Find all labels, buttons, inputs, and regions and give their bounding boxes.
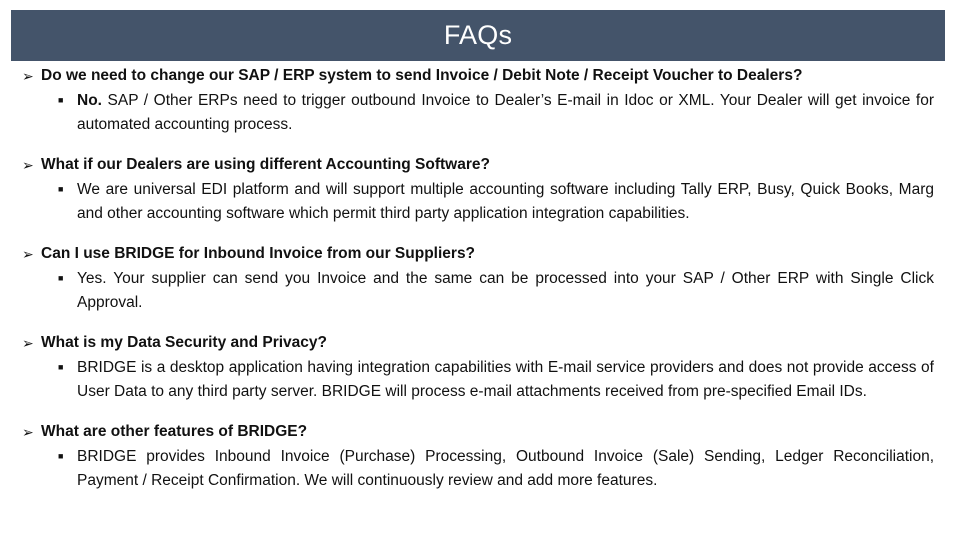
answer-text: We are universal EDI platform and will support multiple accounting software including Tally ERP, Busy, Quick Books, Marg and other accounting software which permit third party application integration capabilities. (77, 181, 934, 222)
faq-item (22, 422, 934, 492)
arrow-bullet-icon: ➢ (22, 68, 34, 84)
question-text: What if our Dealers are using different Accounting Software? (41, 156, 490, 173)
arrow-bullet-icon: ➢ (22, 246, 34, 262)
faq-item (22, 155, 934, 225)
faq-answer (58, 356, 934, 403)
answer-body: SAP / Other ERPs need to trigger outbound Invoice to Dealer’s E-mail in Idoc or XML. Your Dealer will get invoice for automated accounting process. (77, 92, 934, 133)
answer-text: BRIDGE provides Inbound Invoice (Purchase) Processing, Outbound Invoice (Sale) Sending, Ledger Reconciliation, Payment / Receipt Confirmation. We will continuously review and add more features. (77, 448, 934, 489)
title-bar (11, 10, 945, 61)
arrow-bullet-icon: ➢ (22, 335, 34, 351)
square-bullet-icon: ■ (58, 362, 64, 372)
answer-text: BRIDGE is a desktop application having integration capabilities with E-mail service providers and does not provide access of User Data to any third party server. BRIDGE will process e-mail attachments received from pre-specified Email IDs. (77, 359, 934, 400)
faq-list (22, 66, 934, 511)
faq-question (22, 66, 934, 86)
square-bullet-icon: ■ (58, 273, 64, 283)
arrow-bullet-icon: ➢ (22, 424, 34, 440)
answer-text: Yes. Your supplier can send you Invoice and the same can be processed into your SAP / Other ERP with Single Click Approval. (77, 270, 934, 311)
faq-item (22, 244, 934, 314)
faq-answer (58, 445, 934, 492)
question-text: Can I use BRIDGE for Inbound Invoice from our Suppliers? (41, 245, 476, 262)
faq-answer (58, 267, 934, 314)
faq-question (22, 333, 934, 353)
faq-question (22, 422, 934, 442)
arrow-bullet-icon: ➢ (22, 157, 34, 173)
faq-item (22, 66, 934, 136)
faq-question (22, 155, 934, 175)
answer-text (77, 89, 934, 136)
question-text: Do we need to change our SAP / ERP system to send Invoice / Debit Note / Receipt Voucher to Dealers? (41, 67, 803, 84)
faq-item (22, 333, 934, 403)
faq-question (22, 244, 934, 264)
question-text: What are other features of BRIDGE? (41, 423, 308, 440)
question-text: What is my Data Security and Privacy? (41, 334, 327, 351)
faq-answer (58, 89, 934, 136)
answer-lead: No. (77, 92, 102, 109)
square-bullet-icon: ■ (58, 184, 64, 194)
square-bullet-icon: ■ (58, 451, 64, 461)
square-bullet-icon: ■ (58, 95, 64, 105)
page-title: FAQs (443, 20, 513, 50)
faq-answer (58, 178, 934, 225)
